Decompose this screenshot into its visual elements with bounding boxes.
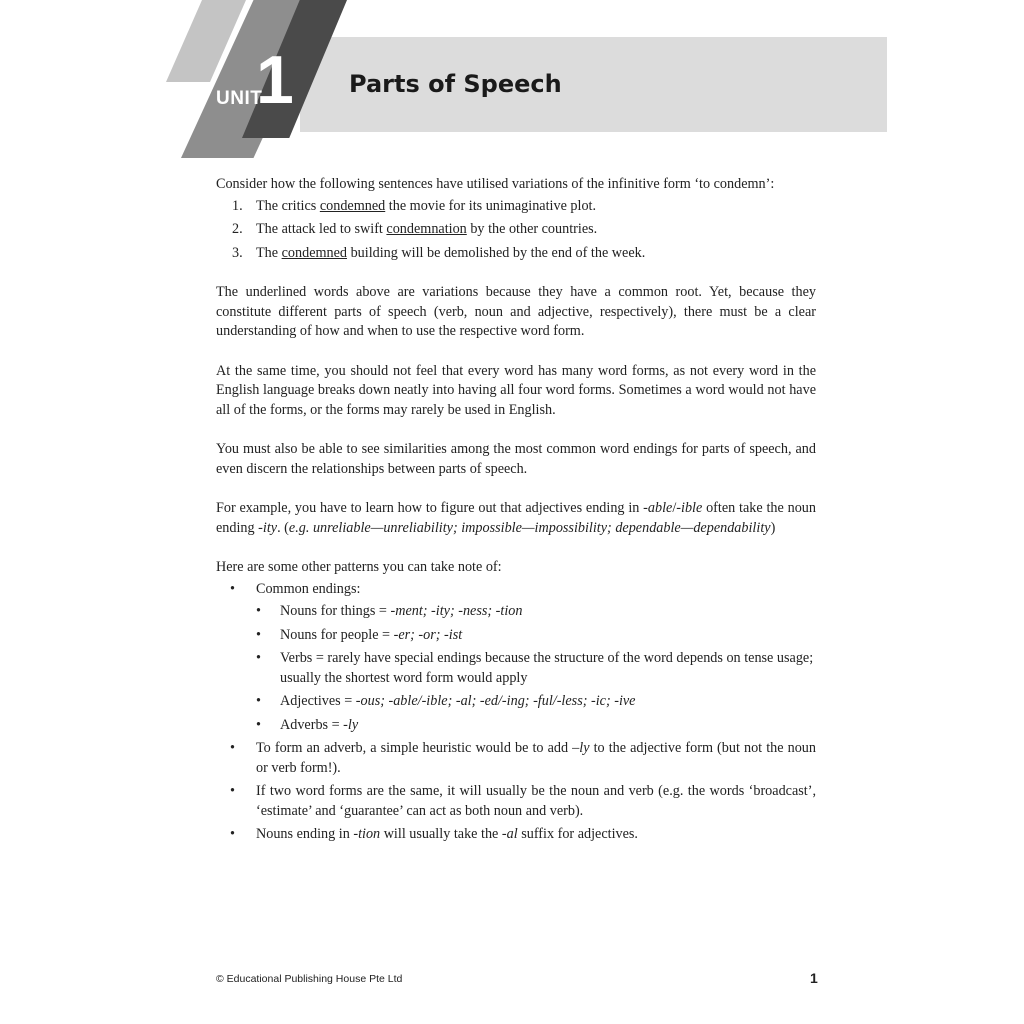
unit-label: UNIT (216, 88, 263, 109)
page-title: Parts of Speech (349, 70, 562, 98)
example-item: 3. The condemned building will be demolished by the end of the week. (232, 244, 646, 261)
patterns-intro: Here are some other patterns you can take note of: (216, 559, 502, 575)
paragraph-variations: The underlined words above are variations because they have a common root. Yet, because they constitute different parts of speech (verb, noun and adjective, respectively), there must be a clear understanding of how and when to use the respective word form. (216, 284, 816, 339)
underlined-word: condemnation (386, 221, 467, 237)
list-item: • Verbs = rarely have special endings because the structure of the word depends on tense usage; usually the shortest word form would apply (256, 650, 814, 686)
copyright-notice: © Educational Publishing House Pte Ltd (216, 973, 403, 985)
unit-number: 1 (256, 42, 294, 118)
example-list (216, 197, 816, 264)
list-item: • Adverbs = -ly (256, 716, 359, 733)
list-item: • Common endings: • Nouns for things = -ment; -ity; -ness; -tion • Nouns for people = -er; -or; -ist • Verbs = rarely have special endings because the structure of the word depends on tense usage; usually the shortest word form would apply • Adjectives = -ous; -able/-ible; -al; -ed/-ing; -ful/-less; -ic; -ive • Adverbs = -ly (216, 580, 816, 736)
paragraph-example: For example, you have to learn how to figure out that adjectives ending in -able/-ible often take the noun ending -ity. (e.g. unreliable—unreliability; impossible—impossibility; dependable—dependability) (216, 500, 816, 536)
main-content (216, 175, 816, 849)
list-item: • Nouns ending in -tion will usually take the -al suffix for adjectives. (230, 826, 638, 842)
underlined-word: condemned (281, 244, 348, 261)
list-item: • To form an adverb, a simple heuristic would be to add –ly to the adjective form (but not the noun or verb form!). (230, 740, 816, 776)
list-item: • Nouns for things = -ment; -ity; -ness; -tion (256, 603, 523, 619)
example-item: 1. The critics condemned the movie for its unimaginative plot. (232, 197, 597, 214)
list-item: • Adjectives = -ous; -able/-ible; -al; -ed/-ing; -ful/-less; -ic; -ive (256, 693, 636, 709)
endings-list (256, 602, 816, 735)
intro-paragraph: Consider how the following sentences have utilised variations of the infinitive form ‘to condemn’: (216, 176, 775, 192)
patterns-list (216, 580, 816, 845)
paragraph-similarities: You must also be able to see similarities among the most common word endings for parts of speech, and even discern the relationships between parts of speech. (216, 441, 816, 477)
list-item: • Nouns for people = -er; -or; -ist (256, 626, 463, 643)
underlined-word: condemned (319, 197, 386, 214)
paragraph-word-forms: At the same time, you should not feel that every word has many word forms, as not every word in the English language breaks down neatly into having all four word forms. Sometimes a word would not have all of the forms, or the forms may rarely be used in English. (216, 362, 816, 418)
example-item: 2. The attack led to swift condemnation by the other countries. (232, 221, 598, 237)
list-item: • If two word forms are the same, it will usually be the noun and verb (e.g. the words ‘broadcast’, ‘estimate’ and ‘guarantee’ can act as both noun and verb). (230, 783, 816, 819)
page-number: 1 (810, 970, 818, 986)
